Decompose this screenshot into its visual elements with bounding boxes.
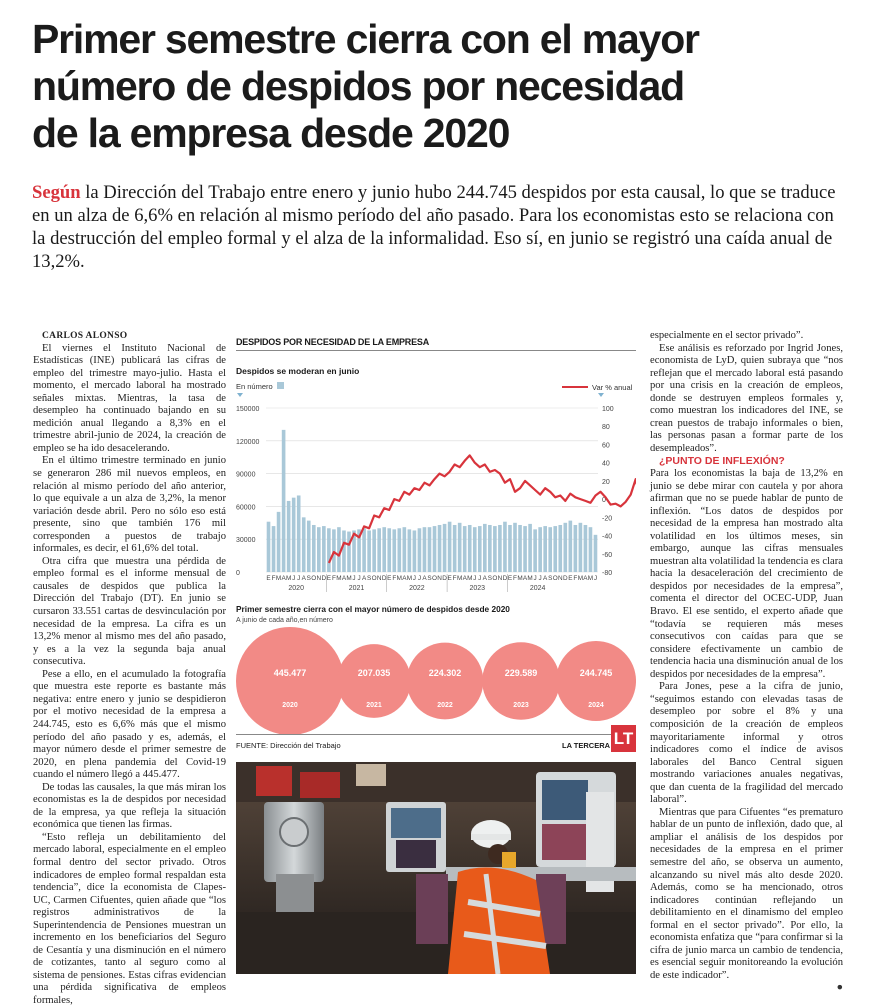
paragraph: El viernes el Instituto Nacional de Estadísticas (INE) publicará las cifras de empleo del trimestre mayo-julio. Hasta el momento, el mercado laboral ha mostrado señales mixtas. Mientras, la tasa de desempleo ha continuado bajando en su medición anual llegando a 8,3% en el trimestre abril-junio de 2024, la creación de empleo se ha ido desacelerando. xyxy=(33,342,226,454)
chart-bar xyxy=(468,525,472,572)
month-tick-label: S xyxy=(366,575,372,582)
right-tick-label: 20 xyxy=(602,478,610,486)
chart-bar xyxy=(543,526,547,572)
month-tick-label: J xyxy=(297,575,301,582)
month-tick-label: J xyxy=(412,575,416,582)
paragraph: Pese a ello, en el acumulado la fotografía que muestra este reporte es bastante más negativa: entre enero y junio se despidieron por el motivo necesidad de la empresa a 244.745, esto es 6,6% más que el mismo período del año pasado y es, además, el mayor número desde el primer semestre de 2020, en plena pandemia del Covid-19 cuando el número llegó a 445.477. xyxy=(33,668,226,781)
month-tick-label: D xyxy=(442,575,447,582)
chart-bar xyxy=(594,535,598,572)
chart-bar xyxy=(392,529,396,572)
outlet-name: LA TERCERA xyxy=(562,741,611,750)
chart-bar xyxy=(448,522,452,572)
month-tick-label: M xyxy=(577,575,584,582)
chart-bar xyxy=(327,528,331,572)
month-tick-label: M xyxy=(527,575,533,582)
month-tick-label: D xyxy=(381,575,387,582)
chart-bar xyxy=(312,525,316,572)
year-tick-label: 2022 xyxy=(409,585,425,592)
chart-bar xyxy=(569,521,573,572)
chart-bar xyxy=(473,527,477,572)
chart-bar xyxy=(372,529,376,572)
month-tick-label: O xyxy=(311,575,317,582)
paragraph: especialmente en el sector privado”. xyxy=(650,330,804,341)
chart-bar xyxy=(317,527,321,572)
chart-bar xyxy=(488,525,492,572)
chart-bar xyxy=(287,501,291,572)
chart-bar xyxy=(332,529,336,572)
month-tick-label: F xyxy=(331,575,336,582)
month-tick-label: J xyxy=(538,575,542,582)
month-tick-label: F xyxy=(271,575,276,582)
paragraph: De todas las causales, la que más miran los economistas es la de despidos por necesidad de la empresa, ya que refleja la situación económica que tienen las firmas. xyxy=(33,781,226,831)
bubble-chart-title: Primer semestre cierra con el mayor número de despidos desde 2020 xyxy=(236,604,510,614)
month-tick-label: E xyxy=(507,575,513,582)
month-tick-label: J xyxy=(417,575,422,582)
chart-bar xyxy=(553,526,557,572)
right-tick-label: 80 xyxy=(602,424,610,432)
month-tick-label: J xyxy=(357,575,361,582)
right-tick-label: -20 xyxy=(602,515,613,523)
right-tick-label: -80 xyxy=(602,570,613,577)
month-tick-label: A xyxy=(462,575,467,582)
bubble-value-label: 244.745 xyxy=(579,668,613,678)
paragraph: Mientras que para Cifuentes “es prematuro hablar de un punto de inflexión, dado que, al ampliar el análisis de los despidos por necesidades de la empresa en el primer semestre del año, se observa un aumento, alcanzando su nivel más alto desde 2020. Además, como se ha mencionado, otros indicadores continúan reflejando un debilitamiento en el dinamismo del empleo formal en el sector privado”. Por ello, la economista enfatiza que “para confirmar si la cifra de junio marca un cambio de tendencia, es esencial seguir monitoreando la evolución de este indicador”. xyxy=(650,806,843,981)
month-tick-label: M xyxy=(346,575,352,582)
left-tick-label: 0 xyxy=(236,570,240,577)
month-tick-label: J xyxy=(593,575,598,582)
chart-bar xyxy=(584,525,588,572)
byline: CARLOS ALONSO xyxy=(42,331,128,341)
paragraph: Para los economistas la baja de 13,2% en junio se debe mirar con cautela y por ahora afirman que no se puede hablar de punto de inflexión. “Los datos de despidos por necesidad de la empresa han mostrado alta volatilidad en los últimos meses, sin embargo, aunque las cifras mensuales muestran alta volatilidad la tendencia es clara hacia la desaceleración del crecimiento de despidos por necesidades de la empresa”, comenta el director del OCEC-UDP, Juan Bravo. El ese sentido, el experto añade que “todavía se requieren más meses consecutivos con caídas para que se considere efectivamente un cambio de tendencia hacia una disminución anual de los despidos por necesidades de la empresa”. xyxy=(650,468,843,680)
lede-text: la Dirección del Trabajo entre enero y junio hubo 244.745 despidos por esta causal, lo que se traduce en un alza de 6,6% en relación al mismo período del año pasado. Para los economistas esto se relaciona con la destrucción del empleo formal y el alza de la informalidad. Eso sí, en junio se registró una caída anual de 13,2%. xyxy=(32,182,836,272)
month-tick-label: F xyxy=(573,575,578,582)
left-tick-label: 30000 xyxy=(236,537,256,545)
chart-bar xyxy=(443,524,447,572)
chart-bar xyxy=(493,526,497,572)
left-tick-label: 120000 xyxy=(236,438,260,446)
chart-bar xyxy=(307,521,311,572)
bubble-value-label: 445.477 xyxy=(273,668,307,678)
chart-bar xyxy=(382,527,386,572)
chart-bar xyxy=(518,525,522,572)
bubble-chart-subtitle: A junio de cada año,en número xyxy=(236,617,333,624)
month-tick-label: D xyxy=(502,575,508,582)
headline-line: Primer semestre cierra con el mayor xyxy=(32,16,699,62)
chart-bar xyxy=(563,523,567,572)
month-tick-label: N xyxy=(557,575,563,582)
chart-bar xyxy=(367,530,371,572)
paragraph: Ese análisis es reforzado por Ingrid Jones, economista de LyD, quien subraya que “nos reflejan que el mercado laboral está pasando por una crisis en la creación de empleos, donde se destruyen empleos formales y, como muestran los indicadores del INE, se crean puestos de trabajo informales o bien, las personas pasan a formar parte de los desempleados”. xyxy=(650,342,843,454)
chart-bar xyxy=(322,526,326,572)
bubble xyxy=(236,627,344,734)
month-tick-label: M xyxy=(336,575,342,582)
month-tick-label: N xyxy=(497,575,503,582)
la-tercera-logo: LT xyxy=(611,725,636,752)
chart-bar xyxy=(438,525,442,572)
right-tick-label: 40 xyxy=(602,460,610,468)
month-tick-label: O xyxy=(492,575,498,582)
headline-line: de la empresa desde 2020 xyxy=(32,110,510,156)
bubble-value-label: 229.589 xyxy=(504,668,538,678)
headline xyxy=(32,16,852,157)
chart-bar xyxy=(574,525,578,572)
month-tick-label: F xyxy=(452,575,457,582)
month-tick-label: M xyxy=(457,575,463,582)
month-tick-label: A xyxy=(583,575,588,582)
lede xyxy=(32,181,842,273)
month-tick-label: N xyxy=(376,575,382,582)
year-tick-label: 2021 xyxy=(348,585,365,592)
month-tick-label: E xyxy=(447,575,452,582)
chart-bar xyxy=(498,525,502,572)
paragraph: Para Jones, pese a la cifra de junio, “seguimos estando con elevadas tasas de desempleo por sobre el 8% y una composición de la creación de empleos mayoritariamente informal y otros indicadores como el índice de avisos laborales del Banco Central siguen mostrando variaciones anuales negativas, que dan cuenta de la fragilidad del mercado laboral”. xyxy=(650,681,843,806)
month-tick-label: M xyxy=(275,575,282,582)
end-mark: ● xyxy=(836,982,843,994)
chart-bar xyxy=(297,495,301,572)
legend-bar-swatch xyxy=(277,382,284,389)
month-tick-label: N xyxy=(437,575,442,582)
chart-bar xyxy=(458,523,462,572)
chart-bar xyxy=(277,512,281,572)
month-tick-label: O xyxy=(371,575,377,582)
chart-bar xyxy=(533,529,537,572)
divider xyxy=(236,734,636,735)
month-tick-label: S xyxy=(306,575,311,582)
chart-bar xyxy=(302,517,306,572)
chart-bar xyxy=(267,522,271,572)
right-tick-label: 60 xyxy=(602,442,610,450)
chart-bar xyxy=(377,528,381,572)
bubble-year-label: 2022 xyxy=(437,702,453,709)
left-axis-marker xyxy=(237,393,243,397)
factory-worker-photo xyxy=(236,762,636,974)
chart-bar xyxy=(508,525,512,572)
month-tick-label: A xyxy=(543,575,548,582)
bubble-year-label: 2021 xyxy=(366,702,382,709)
chart-bar xyxy=(558,525,562,572)
month-tick-label: S xyxy=(548,575,553,582)
month-tick-label: O xyxy=(432,575,438,582)
chart-bar xyxy=(292,498,296,572)
right-tick-label: 100 xyxy=(602,406,614,413)
month-tick-label: M xyxy=(396,575,402,582)
article-column-1 xyxy=(33,330,226,1008)
chart-title: Despidos se moderan en junio xyxy=(236,366,360,376)
article-column-3 xyxy=(650,330,843,995)
chart-bar xyxy=(589,527,593,572)
left-tick-label: 60000 xyxy=(236,504,256,512)
year-tick-label: 2020 xyxy=(288,585,304,592)
month-tick-label: J xyxy=(352,575,356,582)
chart-bar xyxy=(483,524,487,572)
photo xyxy=(236,762,636,974)
month-tick-label: A xyxy=(422,575,427,582)
chart-bar xyxy=(433,526,437,572)
month-tick-label: J xyxy=(292,575,296,582)
bubble xyxy=(556,641,636,721)
chart-bar xyxy=(423,527,427,572)
month-tick-label: J xyxy=(473,575,477,582)
right-tick-label: 0 xyxy=(602,497,606,505)
bubble-year-label: 2023 xyxy=(513,702,529,709)
left-tick-label: 90000 xyxy=(236,471,256,479)
chart-bar xyxy=(579,523,583,572)
chart-bar xyxy=(408,529,412,572)
bubble-value-label: 224.302 xyxy=(428,668,462,678)
infographic xyxy=(236,330,636,755)
month-tick-label: S xyxy=(427,575,432,582)
chart-bar xyxy=(403,527,407,572)
chart-bar xyxy=(342,530,346,572)
chart-bar xyxy=(528,524,532,572)
bubble-value-label: 207.035 xyxy=(357,668,391,678)
right-tick-label: -60 xyxy=(602,551,613,559)
paragraph: En el último trimestre terminado en junio se generaron 286 mil nuevos empleos, en relación al mismo período del año anterior, lo que equivale a un alza de 3,2%, la menor variación desde abril. Pero no sólo eso está presente, sino que también 176 mil corresponden a puestos de trabajo informales, es decir, el 61,6% del total. xyxy=(33,455,226,555)
month-tick-label: E xyxy=(326,575,332,582)
chart-bar xyxy=(362,528,366,572)
month-tick-label: E xyxy=(266,575,271,582)
month-tick-label: A xyxy=(341,575,347,582)
chart-bar xyxy=(272,526,276,572)
chart-bar xyxy=(387,528,391,572)
chart-bar xyxy=(523,526,527,572)
month-tick-label: N xyxy=(316,575,322,582)
month-tick-label: M xyxy=(467,575,473,582)
month-tick-label: A xyxy=(281,575,286,582)
month-tick-label: J xyxy=(533,575,537,582)
chart-bar xyxy=(453,525,457,572)
month-tick-label: F xyxy=(513,575,517,582)
month-tick-label: D xyxy=(562,575,568,582)
month-tick-label: F xyxy=(392,575,397,582)
chart-bar xyxy=(428,527,432,572)
month-tick-label: S xyxy=(487,575,492,582)
infographic-title: DESPIDOS POR NECESIDAD DE LA EMPRESA xyxy=(236,337,429,347)
headline-line: número de despidos por necesidad xyxy=(32,63,684,109)
chart-bar xyxy=(513,523,517,572)
charts-svg xyxy=(236,330,636,734)
right-axis-marker xyxy=(598,393,604,397)
month-tick-label: O xyxy=(552,575,558,582)
bubble-year-label: 2024 xyxy=(588,702,604,709)
year-tick-label: 2023 xyxy=(469,585,486,592)
month-tick-label: M xyxy=(406,575,413,582)
month-tick-label: E xyxy=(387,575,392,582)
lede-lead-word: Según xyxy=(32,182,81,203)
year-tick-label: 2024 xyxy=(529,585,546,592)
paragraph: Otra cifra que muestra una pérdida de empleo formal es el informe mensual de causales de despidos que publica la Dirección del Trabajo (DT). En junio se cursaron 33.551 cartas de desvinculación por necesidad de la empresa. La cifra es un 13,2% menor al mismo mes del año pasado, y es a la vez la segunda baja anual consecutiva. xyxy=(33,555,226,668)
month-tick-label: A xyxy=(301,575,306,582)
chart-bar xyxy=(548,527,552,572)
chart-bar xyxy=(418,528,422,572)
right-axis-label: Var % anual xyxy=(592,383,633,392)
chart-bar xyxy=(538,527,542,572)
chart-bar xyxy=(413,530,417,572)
month-tick-label: M xyxy=(285,575,292,582)
source-note: FUENTE: Dirección del Trabajo xyxy=(236,741,341,750)
chart-bar xyxy=(478,526,482,572)
month-tick-label: A xyxy=(361,575,367,582)
month-tick-label: M xyxy=(517,575,523,582)
section-subhead: ¿PUNTO DE INFLEXIÓN? xyxy=(659,455,785,468)
chart-bar xyxy=(463,526,467,572)
right-tick-label: -40 xyxy=(602,533,613,541)
chart-bar xyxy=(347,532,351,572)
bubble-year-label: 2020 xyxy=(282,702,298,709)
month-tick-label: J xyxy=(478,575,482,582)
month-tick-label: A xyxy=(402,575,407,582)
chart-bar xyxy=(397,528,401,572)
month-tick-label: A xyxy=(482,575,487,582)
month-tick-label: E xyxy=(568,575,573,582)
month-tick-label: M xyxy=(587,575,594,582)
paragraph: “Esto refleja un debilitamiento del mercado laboral, especialmente en el empleo formal dentro del sector privado. Otros indicadores de empleo formal respaldan esta tendencia”, dice la economista de Clapes-UC, Carmen Cifuentes, quien añade que “los registros administrativos de la Superintendencia de Pensiones muestran un incremento en los beneficiarios del Seguro de Cesantía y una disminución en el número de cotizantes, tanto al seguro como al sistema de pensiones. Estas cifras evidencian una pérdida significativa de empleos formales, xyxy=(33,831,226,1006)
chart-bar xyxy=(503,522,507,572)
month-tick-label: D xyxy=(321,575,327,582)
chart-bar xyxy=(282,430,286,572)
month-tick-label: A xyxy=(522,575,528,582)
left-tick-label: 150000 xyxy=(236,406,260,413)
left-axis-label: En número xyxy=(236,382,273,391)
